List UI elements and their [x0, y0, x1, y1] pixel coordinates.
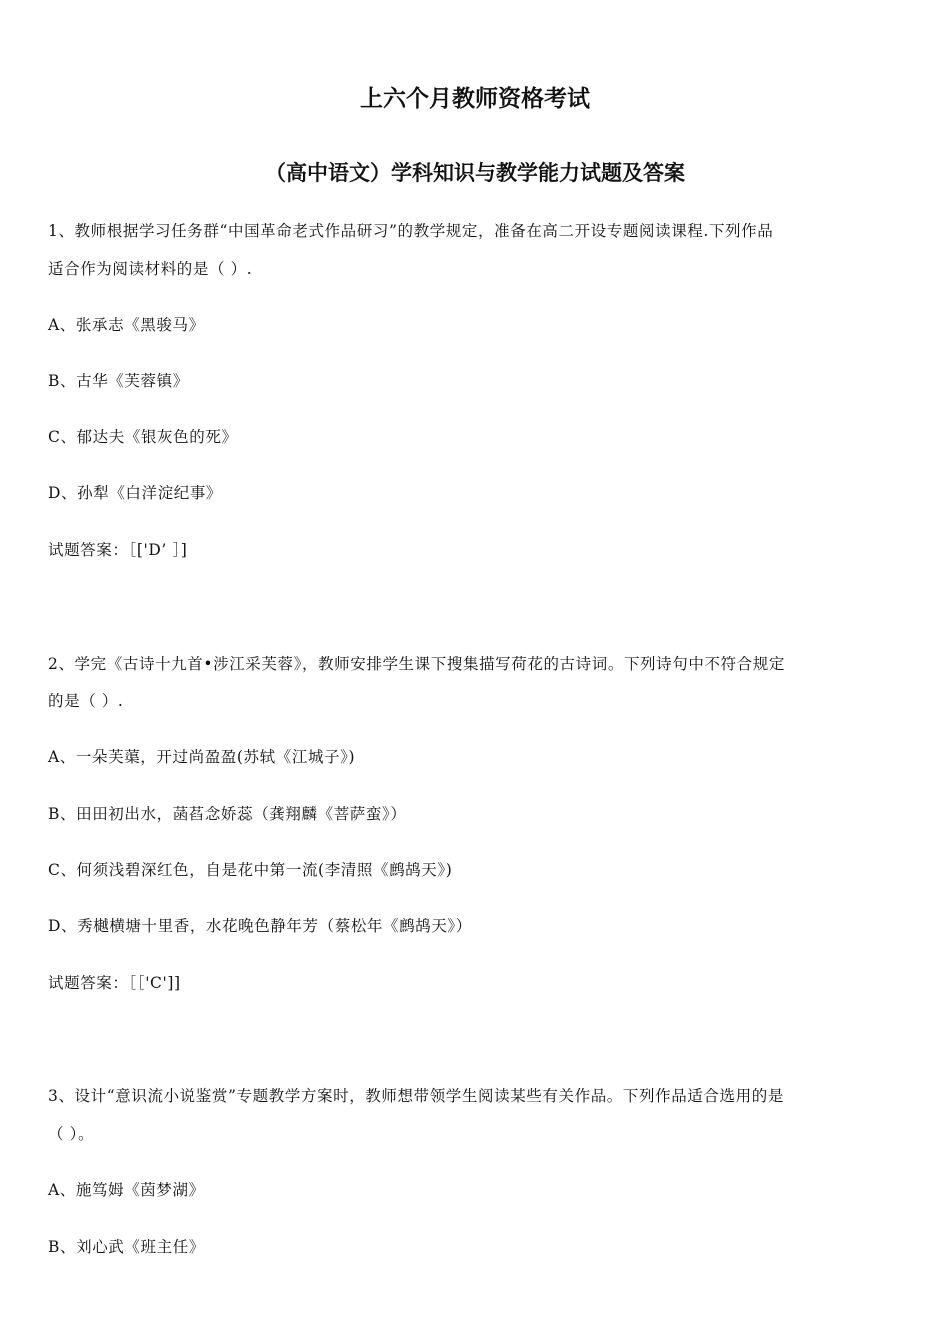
question-stem: 2、学完《古诗十九首•涉江采芙蓉》，教师安排学生课下搜集描写荷花的古诗词。下列诗句中不符合规定	[48, 655, 785, 673]
option-d: D、孙犁《白洋淀纪事》	[48, 484, 223, 502]
option-c: C、郁达夫《银灰色的死》	[48, 428, 238, 446]
option-a: A、施笃姆《茵梦湖》	[48, 1181, 205, 1199]
question-stem-continued: （ ）。	[48, 1125, 95, 1143]
question-stem-continued: 的是（ ）.	[48, 692, 124, 710]
option-a: A、张承志《黑骏马》	[48, 316, 205, 334]
option-b: B、刘心武《班主任》	[48, 1238, 205, 1256]
option-d: D、秀樾横塘十里香，水花晚色静年芳（蔡松年《鹧鸪天》）	[48, 917, 472, 935]
answer-line: 试题答案：［['D’ ］]	[48, 541, 188, 559]
answer-line: 试题答案：［［'C']]	[48, 974, 181, 992]
question-stem-continued: 适合作为阅读材料的是（ ）.	[48, 260, 253, 278]
option-b: B、田田初出水，菡萏念娇蕊（龚翔麟《菩萨蛮》）	[48, 805, 407, 823]
option-a: A、一朵芙蕖，开过尚盈盈(苏轼《江城子》)	[48, 748, 356, 766]
document-title: 上六个月教师资格考试	[360, 86, 590, 112]
option-c: C、何须浅碧深红色，自是花中第一流(李清照《鹧鸪天》)	[48, 861, 453, 879]
option-b: B、古华《芙蓉镇》	[48, 372, 189, 390]
document-subtitle: （高中语文）学科知识与教学能力试题及答案	[265, 160, 685, 185]
question-stem: 1、教师根据学习任务群“中国革命老式作品研习”的教学规定，准备在高二开设专题阅读课程.下列作品	[48, 222, 774, 240]
question-stem: 3、设计“意识流小说鉴赏”专题教学方案时，教师想带领学生阅读某些有关作品。下列作品适合选用的是	[48, 1087, 784, 1105]
